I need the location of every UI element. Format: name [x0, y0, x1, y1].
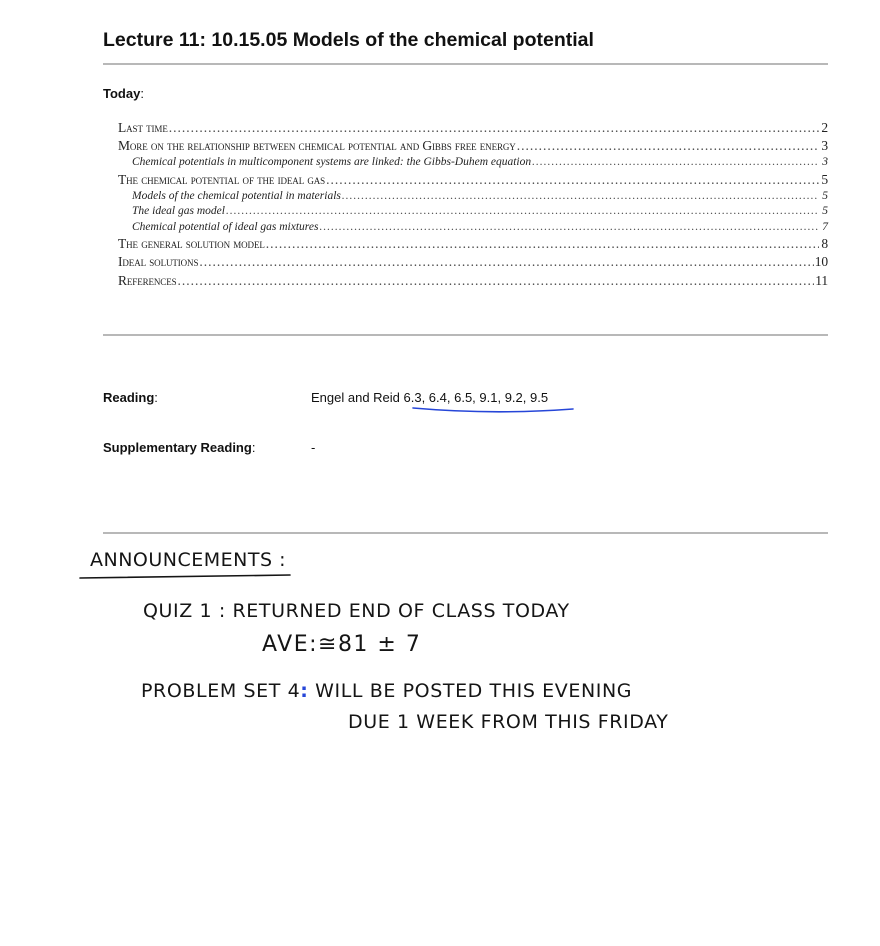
reading-label-colon: : — [154, 390, 158, 405]
toc-entry-title: Chemical potentials in multicomponent systems are linked: the Gibbs-Duhem equation — [132, 156, 532, 169]
announcements-title: ANNOUNCEMENTS : — [90, 549, 286, 571]
toc-dot-leader — [326, 172, 819, 188]
supplementary-reading-label-text: Supplementary Reading — [103, 440, 252, 455]
toc-entry[interactable] — [118, 190, 828, 205]
problem-set-announcement — [141, 680, 632, 702]
toc-entry-title: Ideal solutions — [118, 254, 199, 270]
today-label — [103, 86, 144, 101]
divider-top — [103, 63, 828, 65]
toc-entry-title: More on the relationship between chemical potential and Gibbs free energy — [118, 138, 516, 154]
reading-value-prefix: Engel and Reid — [311, 390, 404, 405]
divider-bottom — [103, 532, 828, 534]
reading-label — [103, 390, 158, 405]
toc-entry-title: Chemical potential of ideal gas mixtures — [132, 220, 319, 233]
toc-entry[interactable] — [118, 172, 828, 190]
toc-entry-page-number: 8 — [821, 236, 828, 252]
page-title: Lecture 11: 10.15.05 Models of the chemical potential — [103, 29, 594, 51]
divider-middle — [103, 334, 828, 336]
problem-set-due-date: DUE 1 WEEK FROM THIS FRIDAY — [348, 711, 669, 733]
toc-entry-page-number: 5 — [822, 205, 828, 218]
toc-entry-title: Last time — [118, 120, 168, 135]
toc-dot-leader — [226, 205, 819, 217]
toc-dot-leader — [169, 120, 819, 136]
toc-entry-page-number: 3 — [821, 138, 828, 154]
toc-entry[interactable] — [118, 236, 828, 254]
toc-dot-leader — [178, 273, 815, 289]
toc-entry-title: The ideal gas model — [132, 205, 225, 218]
toc-dot-leader — [199, 254, 813, 270]
toc-entry-page-number: 3 — [822, 156, 828, 169]
reading-value — [311, 390, 548, 405]
toc-entry[interactable] — [118, 273, 828, 291]
reading-value-sections: 6.3, 6.4, 6.5, 9.1, 9.2, 9.5 — [403, 390, 549, 405]
toc-entry[interactable] — [118, 120, 828, 138]
toc-dot-leader — [266, 236, 819, 252]
toc-entry-page-number: 5 — [821, 171, 828, 187]
reading-label-text: Reading — [103, 390, 155, 405]
announcements-underline — [80, 575, 290, 578]
toc-entry-page-number: 7 — [822, 220, 828, 233]
toc-entry-title: The general solution model — [118, 236, 265, 252]
toc-entry[interactable] — [118, 138, 828, 156]
supplementary-reading-value: - — [311, 440, 316, 455]
toc-dot-leader — [517, 138, 819, 154]
toc-dot-leader — [532, 156, 819, 168]
today-label-colon: : — [140, 86, 144, 101]
toc-entry[interactable] — [118, 205, 828, 220]
quiz-announcement: QUIZ 1 : RETURNED END OF CLASS TODAY — [143, 600, 570, 622]
reading-underline — [413, 408, 573, 412]
toc-dot-leader — [319, 221, 819, 233]
toc-entry[interactable] — [118, 156, 828, 171]
toc-dot-leader — [342, 190, 819, 202]
toc-entry-title: Models of the chemical potential in materials — [132, 189, 341, 202]
toc-entry[interactable] — [118, 221, 828, 236]
today-label-text: Today — [103, 86, 141, 101]
toc-entry[interactable] — [118, 254, 828, 272]
supplementary-reading-label — [103, 440, 255, 455]
blue-ink-mark: : — [300, 680, 309, 702]
problem-set-prefix: PROBLEM SET 4 — [141, 680, 301, 702]
problem-set-rest: WILL BE POSTED THIS EVENING — [308, 680, 633, 702]
toc-entry-page-number: 5 — [822, 189, 828, 202]
table-of-contents — [118, 120, 828, 291]
quiz-average: AVE:≅81 ± 7 — [262, 632, 422, 657]
toc-entry-page-number: 2 — [821, 120, 828, 135]
toc-entry-title: The chemical potential of the ideal gas — [118, 171, 326, 187]
toc-entry-title: References — [118, 272, 177, 288]
toc-entry-page-number: 11 — [815, 272, 828, 288]
toc-entry-page-number: 10 — [814, 254, 828, 270]
supplementary-reading-label-colon: : — [251, 440, 256, 455]
